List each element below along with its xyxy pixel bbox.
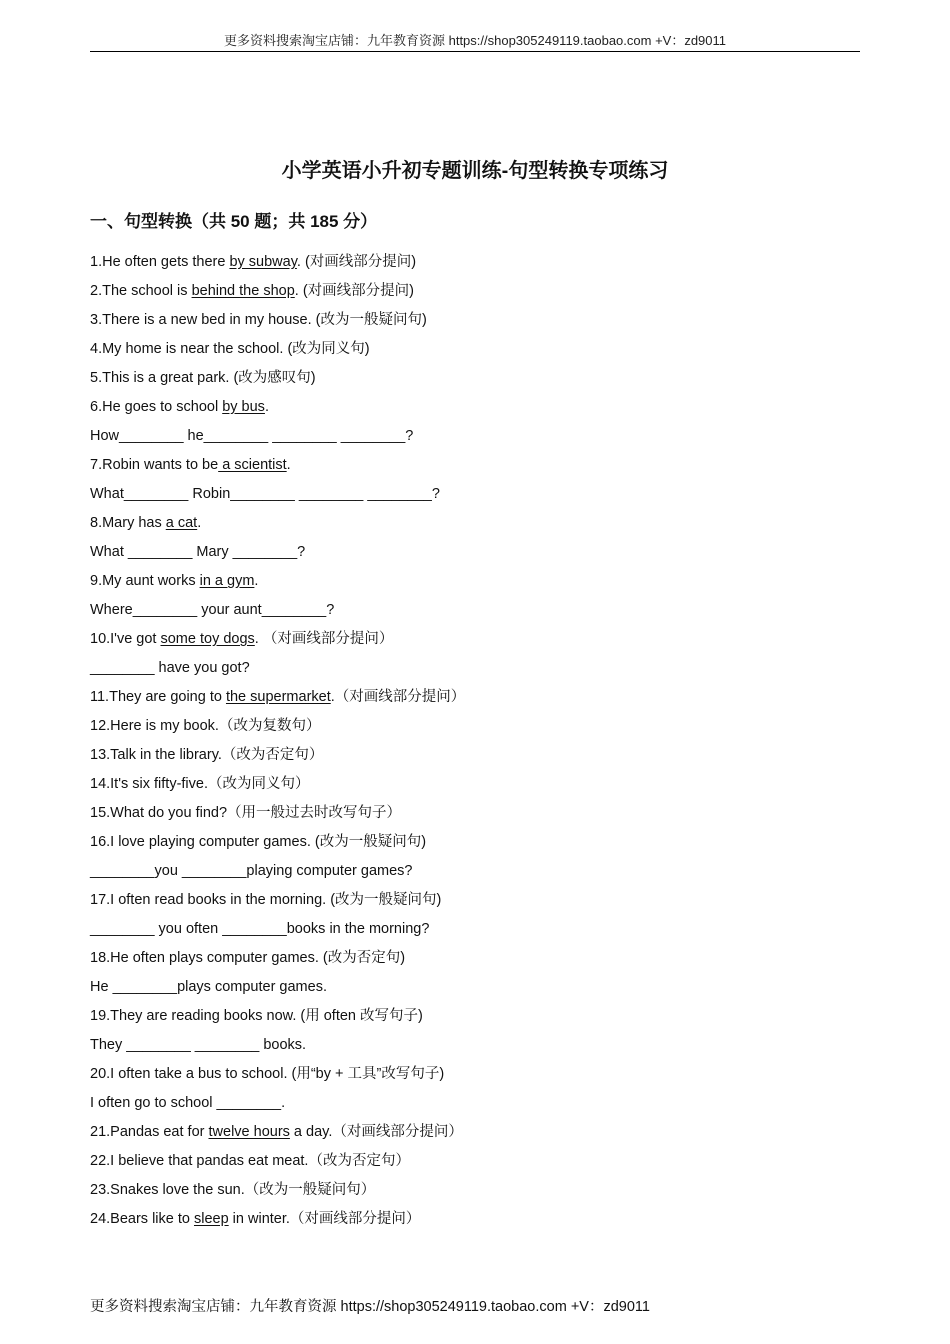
line-text: 15.What do you find?（用一般过去时改写句子） [90, 805, 402, 821]
exercise-line [90, 1064, 860, 1093]
exercise-line [90, 948, 860, 977]
exercise-line [90, 803, 860, 832]
answer-line [90, 600, 860, 629]
line-text-suffix: a day.（对画线部分提问） [289, 1124, 463, 1140]
line-text: 6.He goes to school [90, 399, 223, 415]
line-text: What ________ Mary ________? [90, 544, 306, 560]
footer-text: 更多资料搜索淘宝店铺：九年教育资源 https://shop305249119.taobao.com +V：zd9011 [90, 1299, 650, 1315]
line-text: 17.I often read books in the morning. (改为一般疑问句) [90, 892, 442, 908]
page-footer [90, 1297, 650, 1317]
answer-line [90, 977, 860, 1006]
line-text: 13.Talk in the library.（改为否定句） [90, 747, 324, 763]
exercise-line [90, 281, 860, 310]
exercise-line [90, 368, 860, 397]
exercise-line [90, 629, 860, 658]
page-header [90, 32, 860, 52]
line-text: Where________ your aunt________? [90, 602, 335, 618]
exercise-line [90, 1151, 860, 1180]
underlined-phrase: some toy dogs [160, 631, 255, 647]
underlined-phrase: sleep [193, 1211, 229, 1227]
exercise-line [90, 513, 860, 542]
line-text: 4.My home is near the school. (改为同义句) [90, 341, 370, 357]
document-title: 小学英语小升初专题训练-句型转换专项练习 [281, 160, 669, 182]
line-text-suffix: . [286, 457, 291, 473]
line-text: 2.The school is [90, 283, 192, 299]
line-text-suffix: . (对画线部分提问) [296, 254, 417, 270]
header-text: 更多资料搜索淘宝店铺：九年教育资源 https://shop305249119.taobao.com +V：zd9011 [223, 33, 727, 48]
exercise-line [90, 1180, 860, 1209]
answer-line [90, 484, 860, 513]
answer-line [90, 542, 860, 571]
exercise-line [90, 774, 860, 803]
underlined-phrase: the supermarket [225, 689, 331, 705]
underlined-phrase: in a gym [199, 573, 255, 589]
line-text: 8.Mary has [90, 515, 166, 531]
answer-line [90, 658, 860, 687]
exercise-line [90, 716, 860, 745]
line-text: 11.They are going to [90, 689, 226, 705]
line-text-suffix: .（对画线部分提问） [330, 689, 466, 705]
line-text-suffix: . [254, 573, 259, 589]
line-text: 16.I love playing computer games. (改为一般疑问句) [90, 834, 427, 850]
underlined-phrase: a cat [165, 515, 198, 531]
line-text: 21.Pandas eat for [90, 1124, 209, 1140]
line-text: ________ you often ________books in the morning? [90, 921, 430, 937]
line-text: 20.I often take a bus to school. (用“by + 工具”改写句子) [90, 1066, 445, 1082]
line-text: 1.He often gets there [90, 254, 230, 270]
line-text: I often go to school ________. [90, 1095, 286, 1111]
exercise-line [90, 310, 860, 339]
line-text: 24.Bears like to [90, 1211, 194, 1227]
line-text: 7.Robin wants to be [90, 457, 219, 473]
exercise-line [90, 571, 860, 600]
line-text: ________you ________playing computer games? [90, 863, 413, 879]
underlined-phrase: behind the shop [191, 283, 295, 299]
line-text: He ________plays computer games. [90, 979, 327, 995]
exercise-line [90, 890, 860, 919]
answer-line [90, 919, 860, 948]
line-text: They ________ ________ books. [90, 1037, 307, 1053]
line-text: 14.It's six fifty-five.（改为同义句） [90, 776, 310, 792]
line-text-suffix: . [264, 399, 269, 415]
line-text: 5.This is a great park. (改为感叹句) [90, 370, 316, 386]
line-text-suffix: . [197, 515, 202, 531]
exercise-line [90, 397, 860, 426]
line-text: 10.I've got [90, 631, 161, 647]
exercise-line [90, 1209, 860, 1238]
exercise-line [90, 252, 860, 281]
answer-line [90, 426, 860, 455]
line-text: What________ Robin________ ________ ________? [90, 486, 440, 502]
line-text-suffix: . (对画线部分提问) [294, 283, 414, 299]
exercise-line [90, 687, 860, 716]
line-text: 23.Snakes love the sun.（改为一般疑问句） [90, 1182, 376, 1198]
exercise-line [90, 745, 860, 774]
answer-line [90, 1035, 860, 1064]
underlined-phrase: by subway [229, 254, 297, 270]
underlined-phrase: twelve hours [208, 1124, 290, 1140]
answer-line [90, 861, 860, 890]
line-text: 12.Here is my book.（改为复数句） [90, 718, 321, 734]
exercise-line [90, 339, 860, 368]
exercise-line [90, 1006, 860, 1035]
line-text: 3.There is a new bed in my house. (改为一般疑问句) [90, 312, 427, 328]
line-text-suffix: . （对画线部分提问） [254, 631, 394, 647]
line-text: 22.I believe that pandas eat meat.（改为否定句） [90, 1153, 410, 1169]
exercise-list [90, 252, 860, 1238]
answer-line [90, 1093, 860, 1122]
underlined-phrase: by bus [222, 399, 265, 415]
section-heading: 一、句型转换（共 50 题；共 185 分） [90, 212, 378, 231]
line-text: How________ he________ ________ ________? [90, 428, 414, 444]
line-text: ________ have you got? [90, 660, 250, 676]
line-text-suffix: in winter.（对画线部分提问） [228, 1211, 421, 1227]
exercise-line [90, 455, 860, 484]
line-text: 9.My aunt works [90, 573, 200, 589]
exercise-line [90, 1122, 860, 1151]
line-text: 19.They are reading books now. (用 often 改写句子) [90, 1008, 423, 1024]
underlined-phrase: a scientist [218, 457, 287, 473]
exercise-line [90, 832, 860, 861]
line-text: 18.He often plays computer games. (改为否定句) [90, 950, 406, 966]
